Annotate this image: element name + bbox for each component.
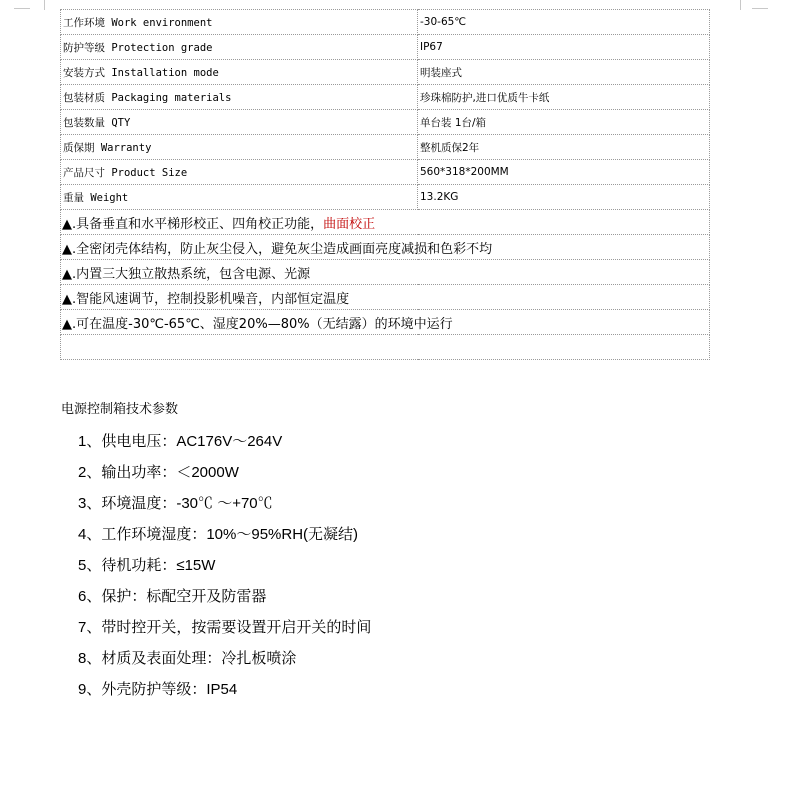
spec-value: 单台装 1台/箱 [418,110,710,135]
spec-label: 工作环境 Work environment [61,10,418,35]
feature-text: ▲.全密闭壳体结构，防止灰尘侵入，避免灰尘造成画面亮度减损和色彩不均 [62,241,493,257]
list-item: 8、材质及表面处理：冷扎板喷涂 [78,650,297,667]
table-row [61,235,710,260]
table-row [61,85,710,110]
spec-value: 整机质保2年 [418,135,710,160]
table-row [61,210,710,235]
table-row [61,160,710,185]
table-row [61,285,710,310]
table-row [61,110,710,135]
spec-table [60,9,710,360]
list-item: 4、工作环境湿度：10%～95%RH(无凝结) [78,526,359,543]
feature-text: ▲.智能风速调节，控制投影机噪音，内部恒定温度 [62,291,350,307]
table-row [61,60,710,85]
list-item: 3、环境温度：-30℃ ～+70℃ [78,495,273,512]
power-box-param-list [78,429,371,708]
spec-label: 重量 Weight [61,185,418,210]
spec-label: 包装材质 Packaging materials [61,85,418,110]
page-corner-mark [752,8,768,10]
spec-label: 防护等级 Protection grade [61,35,418,60]
spec-value: 13.2KG [418,185,710,210]
spec-label: 产品尺寸 Product Size [61,160,418,185]
page-corner-mark [30,0,45,10]
feature-row [61,285,710,310]
list-item: 6、保护：标配空开及防雷器 [78,588,267,605]
table-row [61,260,710,285]
spec-value: 明装座式 [418,60,710,85]
spec-label: 包装数量 QTY [61,110,418,135]
feature-text: ▲.内置三大独立散热系统，包含电源、光源 [62,266,311,282]
feature-text: ▲.可在温度-30℃-65℃、湿度20%—80%（无结露）的环境中运行 [62,316,453,332]
table-row [61,10,710,35]
spec-value: 珍珠棉防护,进口优质牛卡纸 [418,85,710,110]
feature-row [61,260,710,285]
feature-row [61,210,710,235]
table-row [61,310,710,335]
feature-row [61,310,710,335]
feature-highlight-text: 曲面校正 [323,216,376,232]
empty-row [61,335,710,360]
section-title: 电源控制箱技术参数 [61,402,179,417]
page-corner-mark [14,8,30,10]
spec-value: IP67 [418,35,710,60]
feature-text: ▲.具备垂直和水平梯形校正、四角校正功能， [62,216,324,232]
list-item: 2、输出功率：＜2000W [78,464,239,481]
spec-label: 质保期 Warranty [61,135,418,160]
list-item: 7、带时控开关，按需要设置开启开关的时间 [78,619,372,636]
list-item: 9、外壳防护等级：IP54 [78,681,238,698]
feature-row [61,235,710,260]
table-row [61,135,710,160]
list-item: 5、待机功耗：≤15W [78,557,216,574]
table-row [61,185,710,210]
spec-value: -30-65℃ [418,10,710,35]
table-row [61,335,710,360]
spec-value: 560*318*200MM [418,160,710,185]
list-item: 1、供电电压：AC176V～264V [78,433,283,450]
table-row [61,35,710,60]
spec-label: 安装方式 Installation mode [61,60,418,85]
